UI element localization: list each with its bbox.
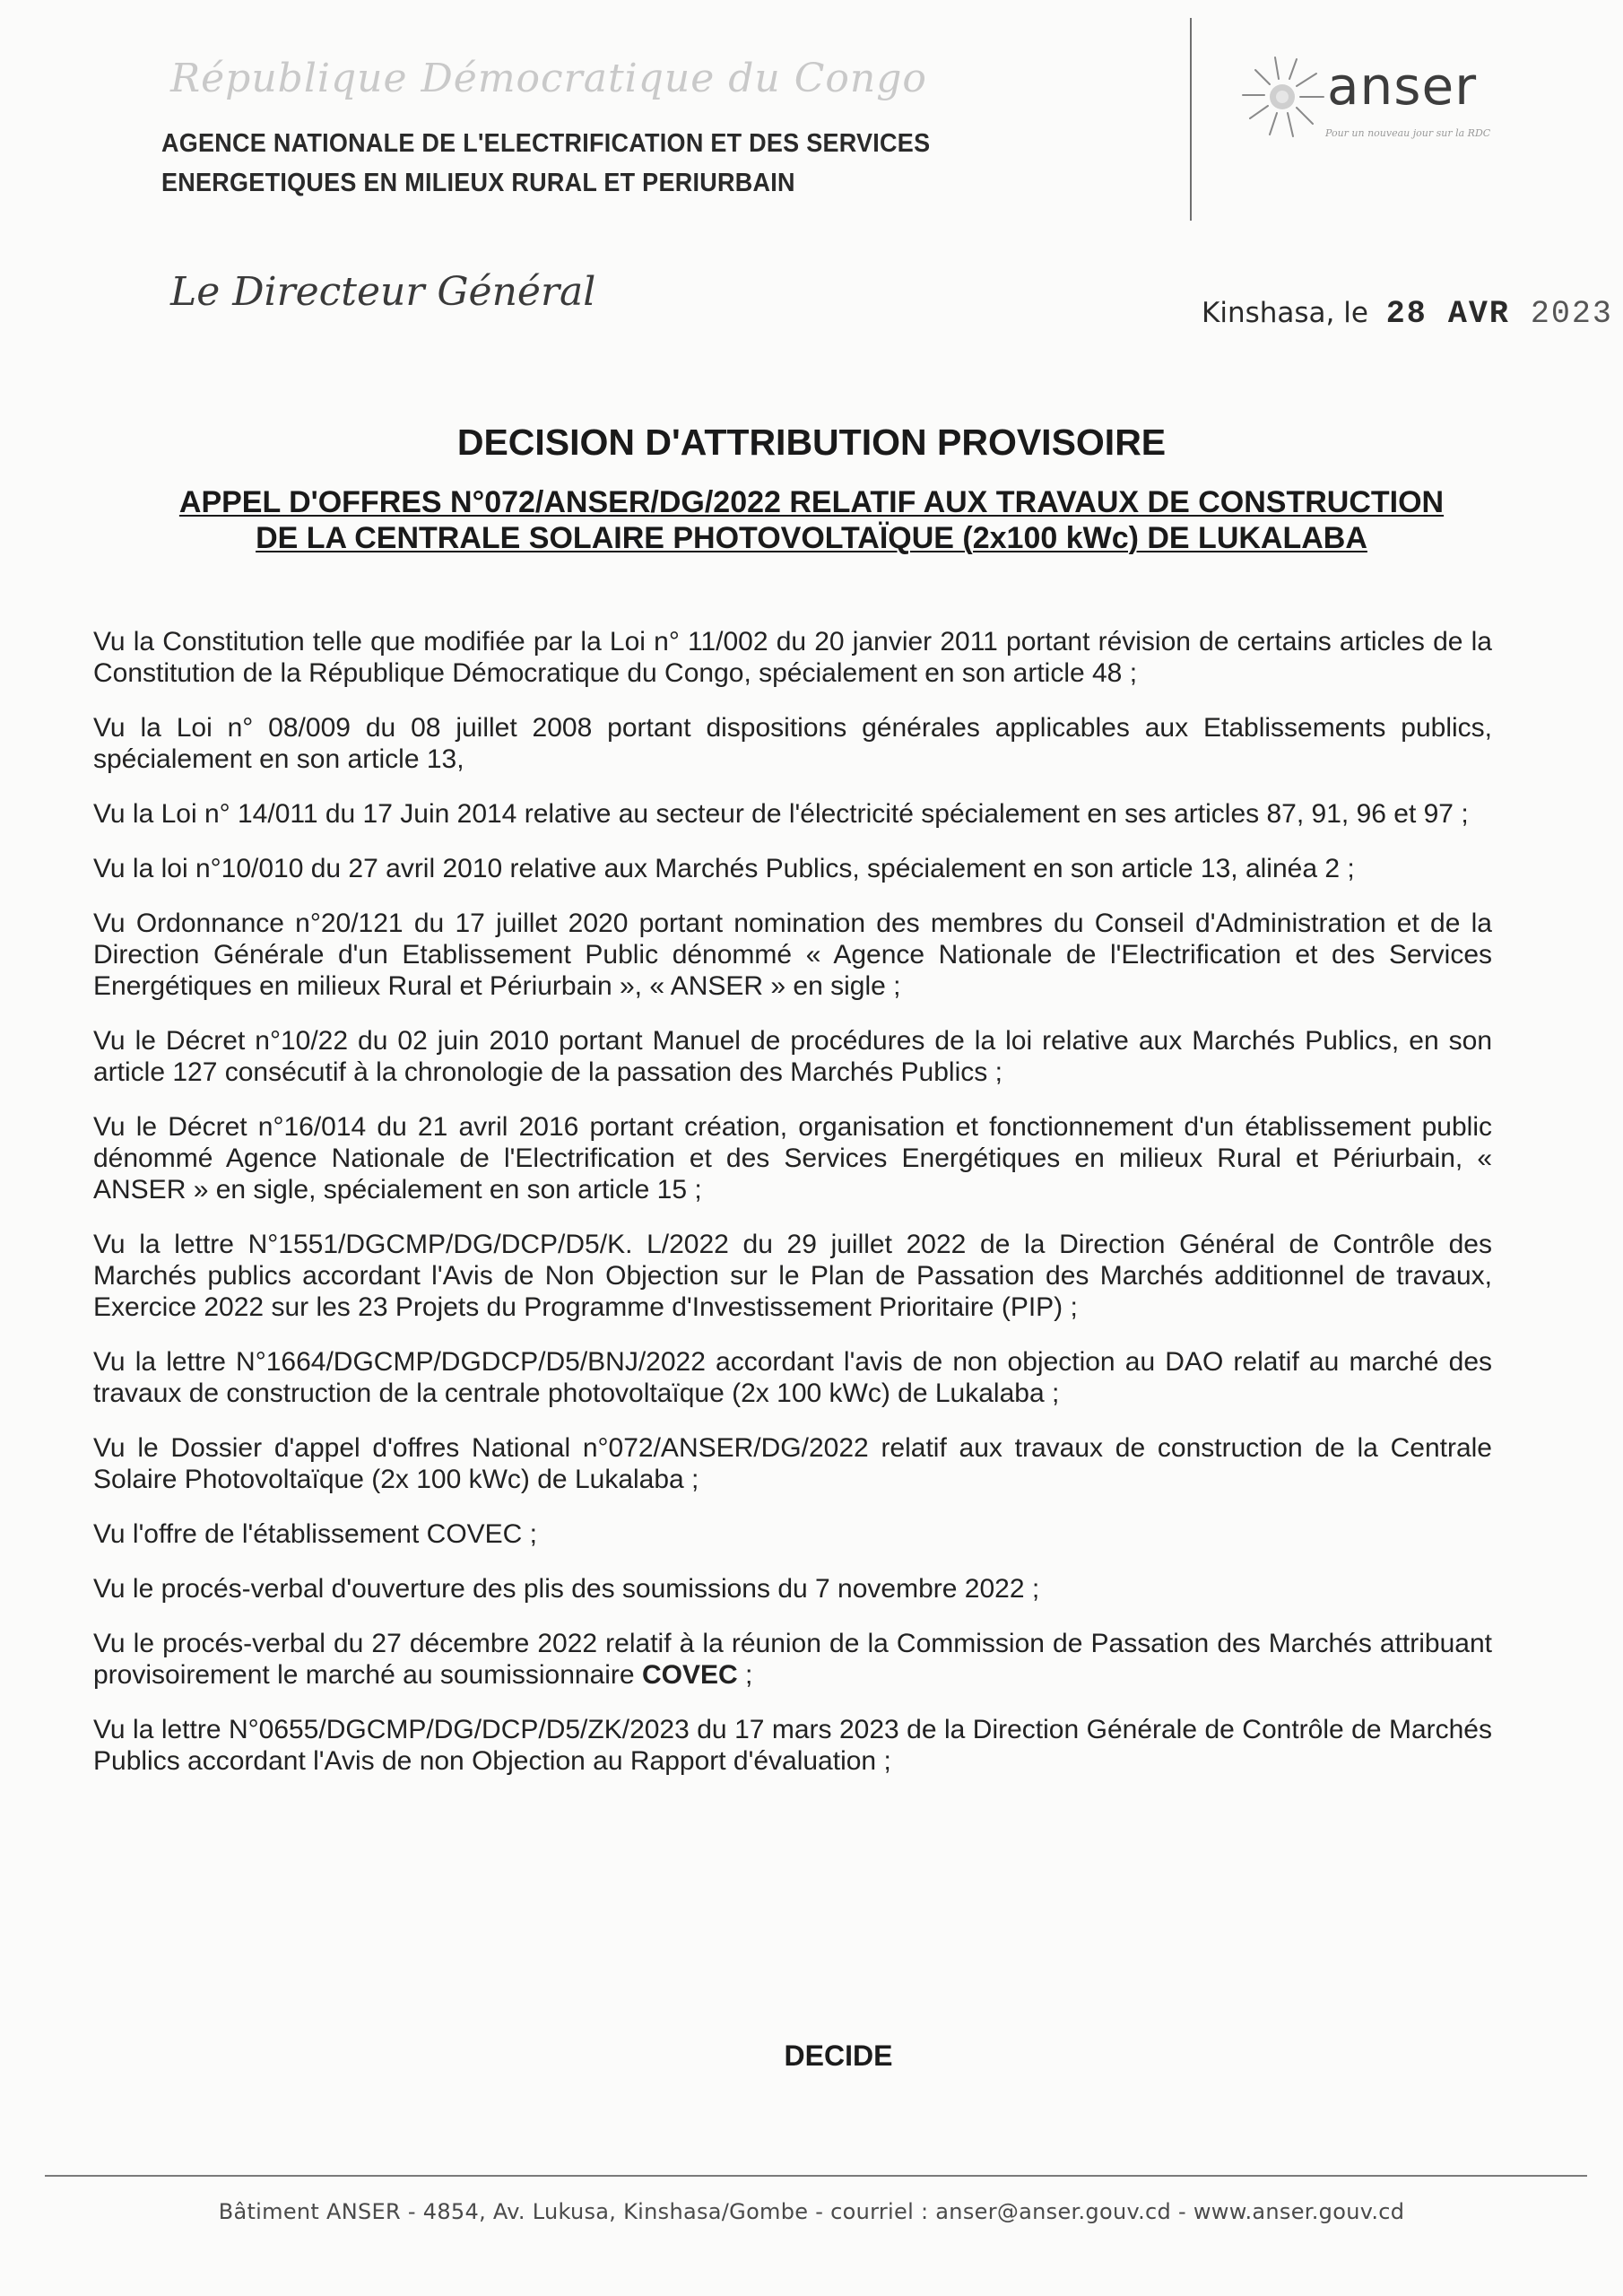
consideration-11: Vu l'offre de l'établissement COVEC ; [93, 1519, 538, 1549]
agency-name-line1: AGENCE NATIONALE DE L'ELECTRIFICATION ET DES SERVICES [161, 129, 931, 158]
decide-heading: DECIDE [784, 2039, 893, 2072]
document-subtitle [0, 484, 1623, 556]
consideration-12: Vu le procés-verbal d'ouverture des plis des soumissions du 7 novembre 2022 ; [93, 1574, 1040, 1604]
header-divider [1190, 18, 1192, 221]
consideration-14: Vu la lettre N°0655/DGCMP/DG/DCP/D5/ZK/2023 du 17 mars 2023 de la Direction Générale de Contrôle de Marchés Publics accordant l'Avis de non Objection au Rapport d'évaluation ; [93, 1715, 1492, 1776]
agency-name-line2: ENERGETIQUES EN MILIEUX RURAL ET PERIURBAIN [161, 169, 795, 197]
date-day: 28 [1385, 296, 1428, 332]
subtitle-line2: DE LA CENTRALE SOLAIRE PHOTOVOLTAÏQUE (2x100 kWc) DE LUKALABA [256, 521, 1367, 555]
consideration-3: Vu la Loi n° 14/011 du 17 Juin 2014 relative au secteur de l'électricité spécialement en ses articles 87, 91, 96 et 97 ; [93, 799, 1469, 829]
consideration-6: Vu le Décret n°10/22 du 02 juin 2010 portant Manuel de procédures de la loi relative aux Marchés Publics, en son article 127 consécutif à la chronologie de la passation des Marchés Publics ; [93, 1026, 1492, 1087]
consideration-1: Vu la Constitution telle que modifiée par la Loi n° 11/002 du 20 janvier 2011 portant révision de certains articles de la Constitution de la République Démocratique du Congo, spécialement en son article 48 ; [93, 627, 1492, 688]
consideration-13 [93, 1628, 1492, 1691]
consideration-4: Vu la loi n°10/010 du 27 avril 2010 relative aux Marchés Publics, spécialement en son article 13, alinéa 2 ; [93, 854, 1355, 883]
date-prefix: Kinshasa, le [1202, 297, 1368, 329]
footer-address: Bâtiment ANSER - 4854, Av. Lukusa, Kinshasa/Gombe - courriel : anser@anser.gouv.cd - www.anser.gouv.cd [218, 2199, 1405, 2224]
consideration-2: Vu la Loi n° 08/009 du 08 juillet 2008 portant dispositions générales applicables aux Etablissements publics, spécialement en son article 13, [93, 713, 1492, 774]
agency-name [161, 124, 930, 203]
consideration-8: Vu la lettre N°1551/DGCMP/DG/DCP/D5/K. L/2022 du 29 juillet 2022 de la Direction Général de Contrôle des Marchés publics accordant l'Avis de Non Objection sur le Plan de Passation des Marchés additionnel de travaux, Exercice 2022 sur les 23 Projets du Programme d'Investissement Prioritaire (PIP) ; [93, 1230, 1492, 1322]
consideration-13-end: ; [737, 1660, 753, 1690]
date-month: AVR [1447, 296, 1510, 332]
signatory-title: Le Directeur Général [170, 269, 596, 315]
awardee-name: COVEC [641, 1660, 738, 1690]
consideration-10: Vu le Dossier d'appel d'offres National n°072/ANSER/DG/2022 relatif aux travaux de construction de la Centrale Solaire Photovoltaïque (2x 100 kWc) de Lukalaba ; [93, 1433, 1492, 1494]
subtitle-line1: APPEL D'OFFRES N°072/ANSER/DG/2022 RELATIF AUX TRAVAUX DE CONSTRUCTION [178, 485, 1445, 519]
logo-tagline: Pour un nouveau jour sur la RDC [1325, 127, 1491, 139]
consideration-7: Vu le Décret n°16/014 du 21 avril 2016 portant création, organisation et fonctionnement d'un établissement public dénommé Agence Nationale de l'Electrification et des Services Energétiques en milieux Rural et Périurbain, « ANSER » en sigle, spécialement en son article 15 ; [93, 1112, 1492, 1205]
footer-divider [45, 2175, 1587, 2177]
considerations-list [93, 626, 1492, 1800]
consideration-13-text: Vu le procés-verbal du 27 décembre 2022 relatif à la réunion de la Commission de Passation des Marchés attribuant provisoirement le marché au soumissionnaire [93, 1629, 1492, 1690]
date-line [1202, 296, 1613, 332]
sunburst-icon [1237, 52, 1327, 142]
document-title: DECISION D'ATTRIBUTION PROVISOIRE [456, 422, 1167, 463]
anser-logo [1237, 52, 1560, 151]
consideration-9: Vu la lettre N°1664/DGCMP/DGDCP/D5/BNJ/2022 accordant l'avis de non objection au DAO relatif au marché des travaux de construction de la centrale photovoltaïque (2x 100 kWc) de Lukalaba ; [93, 1347, 1492, 1408]
date-year: 2023 [1530, 296, 1613, 332]
date-stamp [1386, 296, 1613, 332]
logo-wordmark: anser [1327, 56, 1478, 117]
republic-header: République Démocratique du Congo [170, 56, 927, 101]
consideration-5: Vu Ordonnance n°20/121 du 17 juillet 2020 portant nomination des membres du Conseil d'Administration et de la Direction Générale d'un Etablissement Public dénommé « Agence Nationale de l'Electrification et des Services Energétiques en milieux Rural et Périurbain », « ANSER » en sigle ; [93, 909, 1492, 1001]
